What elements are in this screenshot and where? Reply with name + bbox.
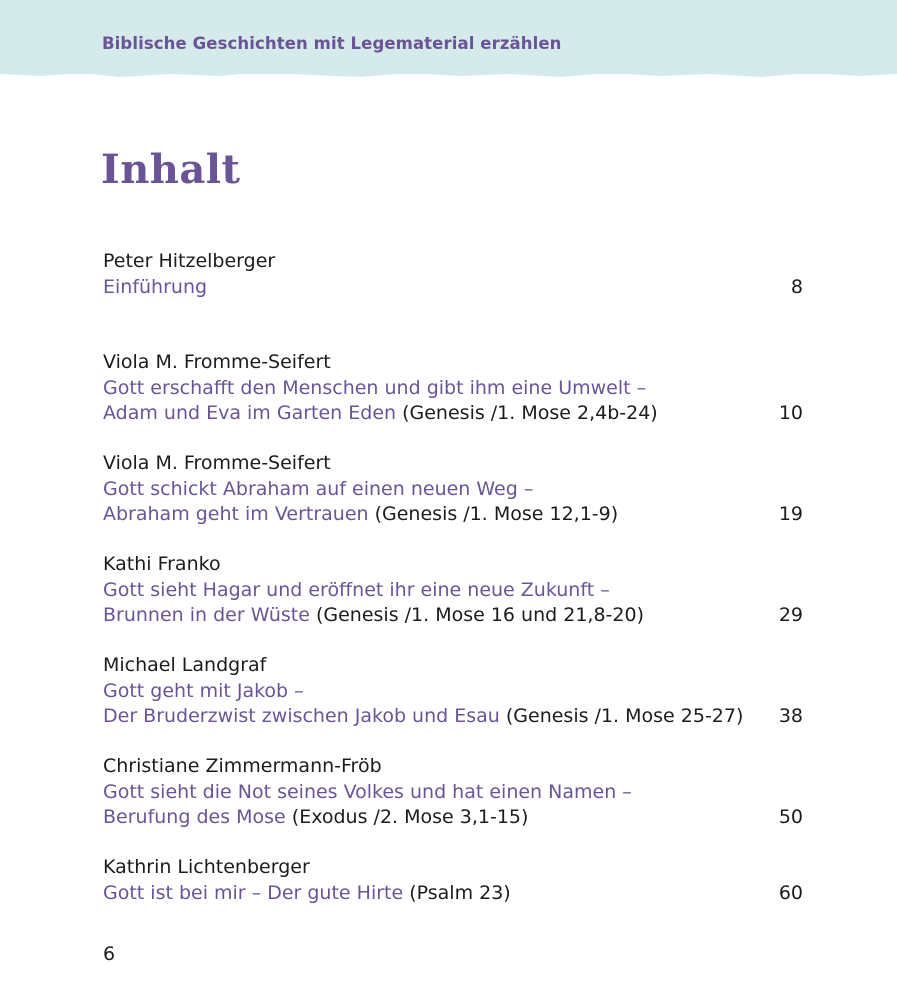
header-band: [0, 0, 897, 74]
toc-title-line: [103, 376, 803, 402]
toc-title-line: [103, 502, 803, 528]
toc-entry: [103, 451, 803, 528]
toc-entry: [103, 653, 803, 730]
toc-bible-reference: (Psalm 23): [409, 881, 511, 904]
toc-author: Viola M. Fromme-Seifert: [103, 452, 331, 474]
toc-title-text: Berufung des Mose: [103, 806, 286, 828]
toc-title-line: [103, 401, 803, 427]
toc-title-text: Der Bruderzwist zwischen Jakob und Esau: [103, 705, 500, 727]
toc-page-number: 19: [778, 503, 803, 525]
toc-author: Kathi Franko: [103, 553, 221, 575]
toc-title-text: Gott schickt Abraham auf einen neuen Weg –: [103, 477, 534, 500]
toc-bible-reference: (Genesis /1. Mose 12,1-9): [374, 503, 619, 525]
toc-title-text: Adam und Eva im Garten Eden: [103, 402, 397, 424]
toc-title-text: Gott sieht die Not seines Volkes und hat einen Namen –: [103, 780, 632, 803]
toc-entry: [103, 754, 803, 831]
toc-author: Christiane Zimmermann-Fröb: [103, 755, 382, 777]
toc-title-line: [103, 805, 803, 831]
toc-bible-reference: (Genesis /1. Mose 16 und 21,8-20): [315, 604, 644, 626]
toc-title-text: Gott erschafft den Menschen und gibt ihm eine Umwelt –: [103, 376, 647, 399]
running-head: Biblische Geschichten mit Legematerial erzählen: [102, 34, 562, 53]
toc-title-line: [103, 477, 803, 503]
toc-page-number: 38: [778, 705, 803, 727]
toc-page-number: 29: [778, 604, 803, 626]
toc-title-line: [103, 275, 803, 301]
toc-title-line: [103, 679, 803, 705]
toc-title-text: Brunnen in der Wüste: [103, 604, 310, 626]
toc-title-line: [103, 780, 803, 806]
toc-author: Viola M. Fromme-Seifert: [103, 351, 331, 373]
page-number: 6: [103, 943, 116, 965]
toc-title-text: Einführung: [103, 275, 208, 298]
toc-bible-reference: (Exodus /2. Mose 3,1-15): [291, 806, 529, 828]
torn-edge: [0, 68, 897, 80]
toc-title-line: [103, 881, 803, 907]
toc-title-text: Abraham geht im Vertrauen: [103, 503, 369, 525]
toc-page-number: 8: [790, 275, 803, 298]
page-title: Inhalt: [101, 146, 241, 193]
toc-bible-reference: (Genesis /1. Mose 25-27): [505, 705, 744, 727]
toc-bible-reference: (Genesis /1. Mose 2,4b-24): [402, 402, 658, 424]
toc-page-number: 60: [778, 881, 803, 904]
toc-entry: [103, 249, 803, 300]
toc-entry: [103, 855, 803, 906]
toc-title-line: [103, 578, 803, 604]
toc-author: Michael Landgraf: [103, 654, 267, 676]
toc-title-line: [103, 704, 803, 730]
toc-title-line: [103, 603, 803, 629]
toc-page-number: 50: [778, 806, 803, 828]
toc-title-text: Gott geht mit Jakob –: [103, 679, 304, 702]
toc-title-text: Gott ist bei mir – Der gute Hirte: [103, 881, 404, 904]
toc-author: Kathrin Lichtenberger: [103, 856, 310, 878]
toc-page-number: 10: [778, 402, 803, 424]
toc-author: Peter Hitzelberger: [103, 250, 276, 272]
toc-title-text: Gott sieht Hagar und eröffnet ihr eine neue Zukunft –: [103, 578, 610, 601]
toc-entry: [103, 350, 803, 427]
toc-entry: [103, 552, 803, 629]
